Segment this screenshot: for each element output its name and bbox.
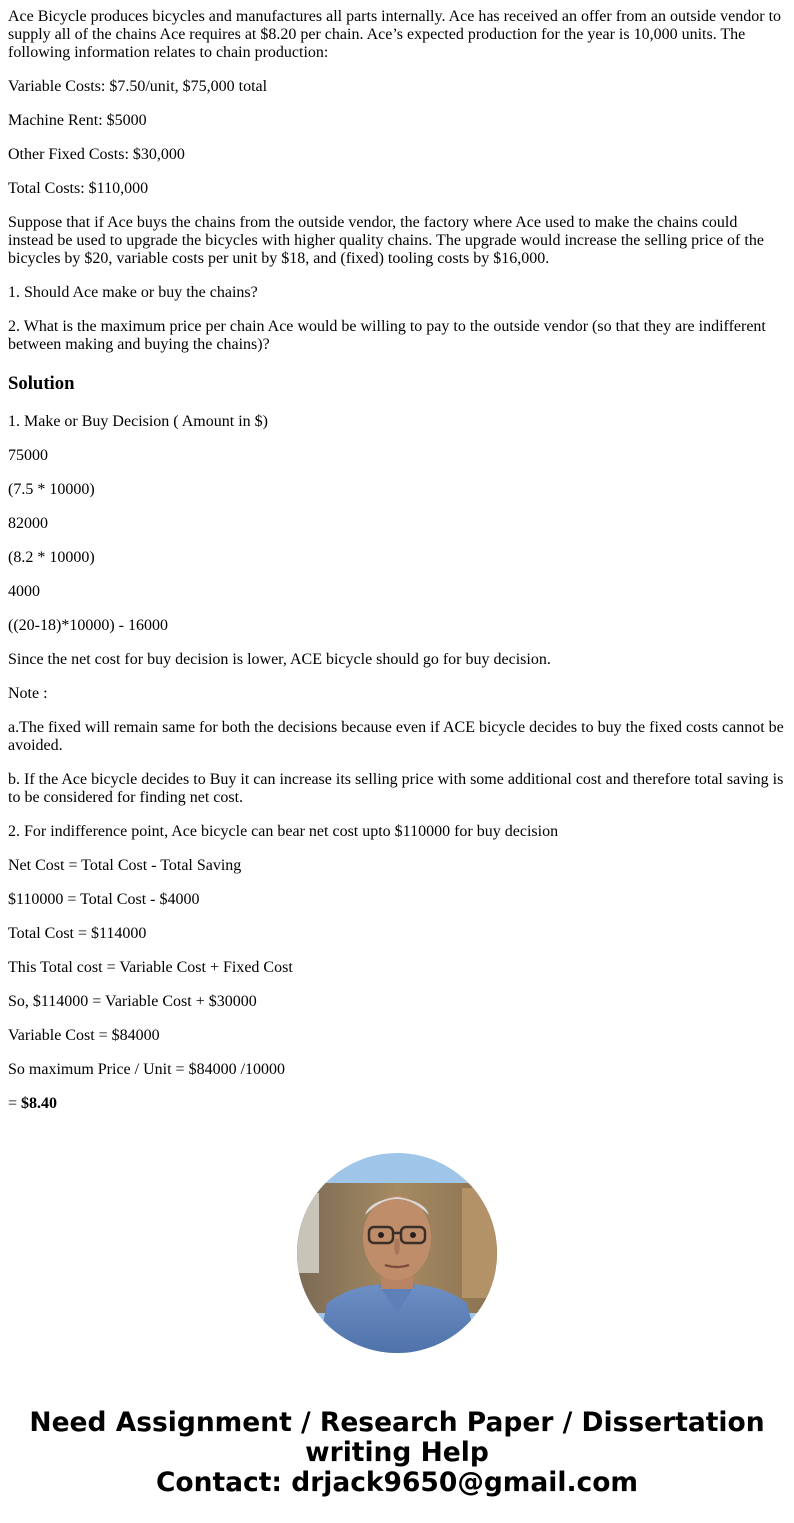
- question-1: 1. Should Ace make or buy the chains?: [8, 284, 258, 301]
- solution-line: a.The fixed will remain same for both the decisions because even if ACE bicycle decides to buy the fixed costs cannot be avoided.: [8, 719, 784, 754]
- cost-other-fixed: Other Fixed Costs: $30,000: [8, 146, 185, 163]
- promo-banner: [0, 1408, 794, 1498]
- author-photo: [297, 1153, 497, 1353]
- final-answer-value: $8.40: [21, 1095, 58, 1112]
- promo-line-1: Need Assignment / Research Paper / Dissertation: [29, 1407, 765, 1438]
- solution-line: $110000 = Total Cost - $4000: [8, 891, 200, 908]
- question-2: 2. What is the maximum price per chain Ace would be willing to pay to the outside vendor (so that they are indifferent between making and buying the chains)?: [8, 318, 766, 353]
- solution-line: Variable Cost = $84000: [8, 1027, 160, 1044]
- cost-variable: Variable Costs: $7.50/unit, $75,000 total: [8, 78, 268, 95]
- solution-line: Since the net cost for buy decision is lower, ACE bicycle should go for buy decision.: [8, 651, 551, 668]
- solution-line: (7.5 * 10000): [8, 481, 95, 498]
- solution-line: ((20-18)*10000) - 16000: [8, 617, 168, 634]
- author-avatar: [297, 1153, 497, 1353]
- solution-line: 82000: [8, 515, 48, 532]
- solution-line: 1. Make or Buy Decision ( Amount in $): [8, 413, 268, 430]
- solution-line: Total Cost = $114000: [8, 925, 147, 942]
- final-answer-prefix: =: [8, 1095, 22, 1112]
- solution-line: 75000: [8, 447, 48, 464]
- solution-line: Note :: [8, 685, 48, 702]
- final-answer: [8, 1095, 786, 1113]
- solution-line: (8.2 * 10000): [8, 549, 95, 566]
- solution-line: This Total cost = Variable Cost + Fixed Cost: [8, 959, 293, 976]
- solution-line: So, $114000 = Variable Cost + $30000: [8, 993, 257, 1010]
- promo-contact: Contact: drjack9650@gmail.com: [155, 1467, 639, 1498]
- solution-heading: Solution: [8, 373, 75, 394]
- question-intro: Ace Bicycle produces bicycles and manufactures all parts internally. Ace has received an offer from an outside vendor to supply all of the chains Ace requires at $8.20 per chain. Ace’s expected production for the year is 10,000 units. The following information relates to chain production:: [8, 8, 782, 61]
- cost-total: Total Costs: $110,000: [8, 180, 149, 197]
- solution-line: b. If the Ace bicycle decides to Buy it can increase its selling price with some additional cost and therefore total saving is to be considered for finding net cost.: [8, 771, 784, 806]
- promo-line-2: writing Help: [305, 1437, 489, 1468]
- cost-machine-rent: Machine Rent: $5000: [8, 112, 147, 129]
- portrait-container: [0, 1153, 794, 1358]
- solution-line: 4000: [8, 583, 40, 600]
- solution-line: 2. For indifference point, Ace bicycle can bear net cost upto $110000 for buy decision: [8, 823, 559, 840]
- solution-line: Net Cost = Total Cost - Total Saving: [8, 857, 242, 874]
- question-scenario: Suppose that if Ace buys the chains from the outside vendor, the factory where Ace used to make the chains could instead be used to upgrade the bicycles with higher quality chains. The upgrade would increase the selling price of the bicycles by $20, variable costs per unit by $18, and (fixed) tooling costs by $16,000.: [8, 214, 764, 267]
- solution-line: So maximum Price / Unit = $84000 /10000: [8, 1061, 286, 1078]
